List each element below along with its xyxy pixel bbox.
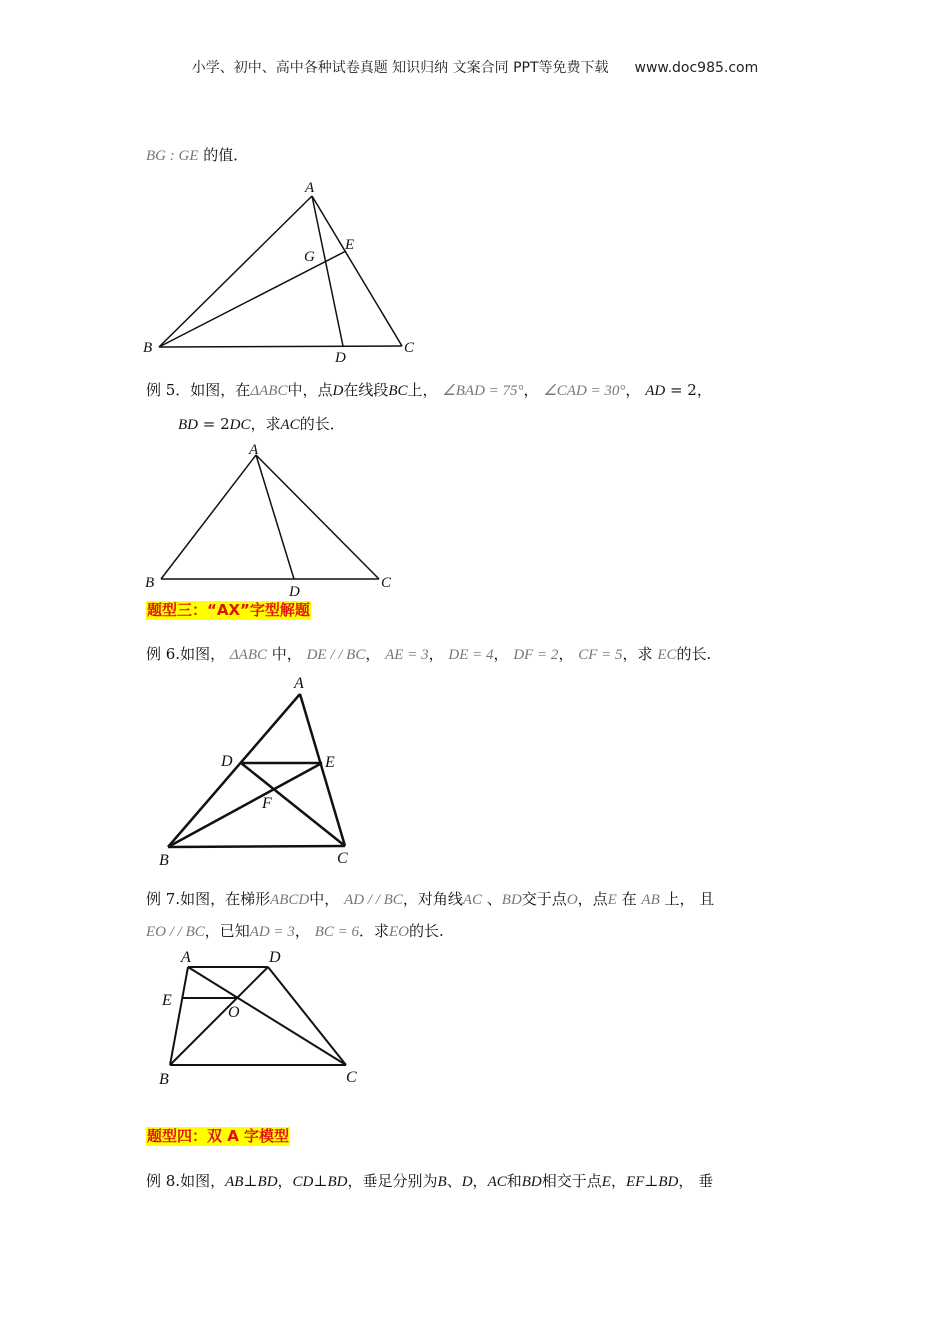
fig3-label-f: F [262,795,272,812]
ex7-text: ，已知 [204,922,250,940]
ex7-text: 、 [486,890,502,908]
ex6-sep: ， [365,645,381,663]
ex8-perp: ⊥ [243,1172,258,1190]
ex6-text: ，求 [622,645,653,663]
ex8-e: E [601,1174,611,1190]
fig3-label-b: B [159,852,169,869]
ex6-ae: AE = 3 [385,647,429,663]
fig3-label-a: A [294,675,304,692]
ex7-text: 的长. [409,922,444,940]
ex5-ad-value: = 2， [665,381,712,399]
ex6-text: 中， [271,645,302,663]
ex6-de-parallel-bc: DE / / BC [306,647,366,663]
ex7-text: 例 7.如图，在梯形 [146,890,271,908]
ex5-text: ，求 [250,415,281,433]
ex8-bd: BD [658,1174,679,1190]
ex5-text: 中，点 [287,381,333,399]
fig2-label-c: C [381,575,392,591]
fig3-label-c: C [337,850,348,867]
fig3-label-d: D [221,753,233,770]
ex7-text: ， [294,922,310,940]
ex5-dc: DC [229,417,251,433]
ex8-text: 、 [446,1172,462,1190]
ex5-sep: ， [523,381,539,399]
ex8-text: 相交于点 [541,1172,602,1190]
ex7-eo: EO [389,924,409,940]
ex7-text: ．求 [358,922,389,940]
ex6-triangle: ΔABC [229,647,268,663]
fig4-label-d: D [269,949,281,966]
ex8-bd: BD [327,1174,348,1190]
ex5-angle-cad: ∠CAD = 30° [543,383,626,399]
ex8-sep: ， [610,1172,626,1190]
ex8-bd: BD [257,1174,278,1190]
ex5-angle-bad: ∠BAD = 75° [442,383,524,399]
header-site: www.doc985.com [634,60,759,76]
fig1-label-b: B [143,340,153,356]
ex5-text: 例 5．如图，在 [146,381,251,399]
header-text: 小学、初中、高中各种试卷真题 知识归纳 文案合同 PPT等免费下载 [191,60,609,76]
ex8-sep: ， [472,1172,488,1190]
ratio-bg-ge: BG : GE [146,148,199,164]
ex7-ac: AC [462,892,482,908]
ex8-bd: BD [521,1174,542,1190]
ex8-ac: AC [487,1174,507,1190]
ex7-bd: BD [501,892,522,908]
ex7-abcd: ABCD [270,892,310,908]
ex5-sep: ， [625,381,641,399]
fig3-label-e: E [325,754,335,771]
fig4-label-a: A [181,949,191,966]
ex8-ab: AB [225,1174,244,1190]
ex8-text: 和 [506,1172,522,1190]
ex8-d: D [461,1174,473,1190]
ex5-ad: AD [645,383,666,399]
ex5-text: 在线段 [343,381,389,399]
ex7-ad-value: AD = 3 [249,924,295,940]
fig1-label-d: D [335,350,346,366]
ex7-text: ，对角线 [402,890,463,908]
ex7-o: O [566,892,578,908]
ex7-text: ，点 [577,890,608,908]
ex8-b: B [437,1174,447,1190]
ex7-ab: AB [641,892,660,908]
ex6-sep: ， [558,645,574,663]
fig4-label-c: C [346,1069,357,1086]
ex8-sep: ， [277,1172,293,1190]
ex6-sep: ， [428,645,444,663]
fig2-label-d: D [289,584,300,600]
ex5-text: 的长． [299,415,345,433]
ex7-bc-value: BC = 6 [314,924,359,940]
fig4-label-b: B [159,1071,169,1088]
ex7-eo-parallel-bc: EO / / BC [146,924,205,940]
ex8-text: 例 8.如图， [146,1172,226,1190]
ex5-ac: AC [280,417,300,433]
fig4-label-e: E [162,992,172,1009]
ex8-perp: ⊥ [313,1172,328,1190]
fig1-label-a: A [305,180,315,196]
ex5-bd: BD [178,417,198,433]
ex8-cd: CD [292,1174,314,1190]
ex6-text: 例 6.如图， [146,645,226,663]
ex6-ec: EC [657,647,677,663]
fig1-label-e: E [345,237,355,253]
ex8-ef: EF [625,1174,645,1190]
ex7-ad-parallel-bc: AD / / BC [344,892,403,908]
ex5-triangle: ΔABC [250,383,288,399]
ex6-sep: ， [493,645,509,663]
section-3-heading: 题型三：“AX”字型解题 [147,601,310,619]
ex5-point-d: D [332,383,344,399]
ex6-text: 的长. [676,645,712,663]
ex6-cf: CF = 5 [578,647,623,663]
ex7-text: 在 [621,890,637,908]
ex7-text: 中， [309,890,340,908]
fig1-label-c: C [404,340,415,356]
fig2-label-a: A [249,442,259,458]
ex8-text: ，垂足分别为 [347,1172,438,1190]
ex8-perp: ⊥ [644,1172,659,1190]
fig2-label-b: B [145,575,155,591]
ex6-de: DE = 4 [448,647,494,663]
ex7-text: 交于点 [521,890,567,908]
ex5-text: 上， [407,381,438,399]
ex6-df: DF = 2 [513,647,559,663]
fig1-label-g: G [304,249,315,265]
ex5-segment-bc: BC [388,383,408,399]
ex7-e: E [607,892,617,908]
fig4-label-o: O [228,1004,240,1021]
ex7-text: 上， 且 [664,890,715,908]
section-4-heading: 题型四：双 A 字模型 [147,1127,290,1145]
ex5-bd-eq: = 2 [198,415,230,433]
top-line-suffix: 的值． [203,146,249,164]
example-8-line [146,1170,713,1191]
ex8-text: ， 垂 [678,1172,714,1190]
